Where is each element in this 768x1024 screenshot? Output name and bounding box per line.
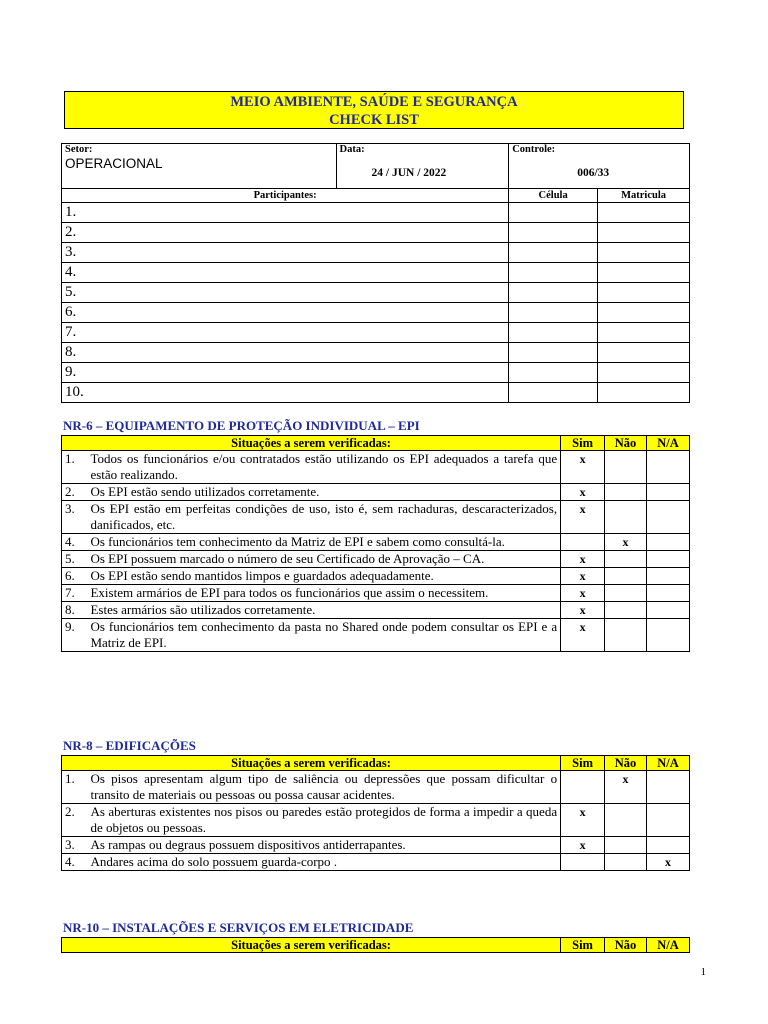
- section-title-nr10: NR-10 – INSTALAÇÕES E SERVIÇOS EM ELETRICIDADE: [63, 920, 414, 935]
- na-mark: [647, 804, 690, 837]
- situacoes-header: Situações a serem verificadas:: [62, 436, 561, 451]
- na-mark: [647, 568, 690, 585]
- nao-mark: [605, 619, 647, 652]
- checklist-row: [62, 501, 690, 534]
- sim-mark: x: [561, 501, 605, 534]
- nao-mark: x: [605, 771, 647, 804]
- checklist-row: [62, 602, 690, 619]
- celula-label: Célula: [509, 189, 598, 203]
- data-label: Data:: [339, 144, 365, 155]
- na-header: N/A: [647, 756, 690, 771]
- item-number: 3.: [62, 501, 87, 534]
- matricula-cell: [598, 363, 690, 383]
- document-title-box: [64, 91, 684, 129]
- celula-cell: [509, 243, 598, 263]
- sim-mark: x: [561, 804, 605, 837]
- na-mark: [647, 602, 690, 619]
- na-mark: [647, 551, 690, 568]
- nao-mark: x: [605, 534, 647, 551]
- celula-cell: [509, 203, 598, 223]
- celula-cell: [509, 343, 598, 363]
- checklist-table-nr8: [61, 755, 690, 871]
- checklist-header-row: [62, 756, 690, 771]
- checklist-row: [62, 771, 690, 804]
- participant-row: [62, 223, 690, 243]
- na-mark: [647, 771, 690, 804]
- nao-header: Não: [605, 436, 647, 451]
- item-text: Estes armários são utilizados corretamente.: [86, 602, 560, 619]
- na-mark: [647, 619, 690, 652]
- nao-mark: [605, 451, 647, 484]
- checklist-header-row: [62, 938, 690, 953]
- item-text: Todos os funcionários e/ou contratados estão utilizando os EPI adequados a tarefa que estão realizando.: [86, 451, 560, 484]
- page-number: 1: [700, 966, 706, 978]
- celula-cell: [509, 383, 598, 403]
- participant-entry: 4.: [62, 263, 509, 283]
- sim-mark: x: [561, 837, 605, 854]
- checklist-row: [62, 804, 690, 837]
- nao-mark: [605, 804, 647, 837]
- item-text: Os EPI estão sendo utilizados corretamente.: [86, 484, 560, 501]
- item-text: Os EPI possuem marcado o número de seu Certificado de Aprovação – CA.: [86, 551, 560, 568]
- celula-cell: [509, 283, 598, 303]
- participant-row: [62, 283, 690, 303]
- controle-value: 006/33: [577, 167, 610, 179]
- matricula-cell: [598, 283, 690, 303]
- matricula-cell: [598, 203, 690, 223]
- setor-value: OPERACIONAL: [65, 156, 163, 171]
- item-number: 9.: [62, 619, 87, 652]
- sim-mark: x: [561, 602, 605, 619]
- sim-mark: x: [561, 568, 605, 585]
- checklist-row: [62, 534, 690, 551]
- na-mark: [647, 837, 690, 854]
- participant-entry: 2.: [62, 223, 509, 243]
- checklist-row: [62, 568, 690, 585]
- item-text: As rampas ou degraus possuem dispositivos antiderrapantes.: [86, 837, 560, 854]
- nao-mark: [605, 854, 647, 871]
- participant-entry: 1.: [62, 203, 509, 223]
- situacoes-header: Situações a serem verificadas:: [62, 938, 561, 953]
- participant-row: [62, 303, 690, 323]
- nao-header: Não: [605, 938, 647, 953]
- checklist-row: [62, 619, 690, 652]
- participant-entry: 5.: [62, 283, 509, 303]
- matricula-cell: [598, 243, 690, 263]
- na-mark: [647, 501, 690, 534]
- item-text: Andares acima do solo possuem guarda-corpo .: [86, 854, 560, 871]
- item-number: 5.: [62, 551, 87, 568]
- setor-cell: [62, 144, 337, 189]
- item-text: Os pisos apresentam algum tipo de saliência ou depressões que possam dificultar o transito de materiais ou pessoas ou possa causar acidentes.: [86, 771, 560, 804]
- participant-row: [62, 243, 690, 263]
- checklist-row: [62, 551, 690, 568]
- na-mark: [647, 451, 690, 484]
- item-text: Os EPI estão sendo mantidos limpos e guardados adequadamente.: [86, 568, 560, 585]
- sim-mark: x: [561, 551, 605, 568]
- sim-mark: [561, 534, 605, 551]
- na-header: N/A: [647, 938, 690, 953]
- celula-cell: [509, 223, 598, 243]
- sim-mark: x: [561, 451, 605, 484]
- participant-entry: 3.: [62, 243, 509, 263]
- item-text: Os funcionários tem conhecimento da Matriz de EPI e sabem como consultá-la.: [86, 534, 560, 551]
- celula-cell: [509, 263, 598, 283]
- item-number: 4.: [62, 534, 87, 551]
- data-cell: [336, 144, 509, 189]
- item-number: 8.: [62, 602, 87, 619]
- nao-mark: [605, 551, 647, 568]
- item-number: 1.: [62, 451, 87, 484]
- sim-header: Sim: [561, 756, 605, 771]
- item-text: Os EPI estão em perfeitas condições de uso, isto é, sem rachaduras, descaracterizados, danificados, etc.: [86, 501, 560, 534]
- nao-mark: [605, 484, 647, 501]
- title-line-1: MEIO AMBIENTE, SAÚDE E SEGURANÇA: [230, 94, 518, 110]
- item-text: As aberturas existentes nos pisos ou paredes estão protegidos de forma a impedir a queda de objetos ou pessoas.: [86, 804, 560, 837]
- item-number: 6.: [62, 568, 87, 585]
- situacoes-header: Situações a serem verificadas:: [62, 756, 561, 771]
- participant-row: [62, 363, 690, 383]
- na-mark: [647, 534, 690, 551]
- header-table: [61, 143, 690, 403]
- controle-label: Controle:: [512, 144, 556, 155]
- checklist-row: [62, 585, 690, 602]
- item-number: 3.: [62, 837, 87, 854]
- matricula-cell: [598, 343, 690, 363]
- na-mark: [647, 484, 690, 501]
- item-text: Existem armários de EPI para todos os funcionários que assim o necessitem.: [86, 585, 560, 602]
- sim-mark: x: [561, 585, 605, 602]
- setor-label: Setor:: [65, 144, 93, 155]
- celula-cell: [509, 323, 598, 343]
- celula-cell: [509, 363, 598, 383]
- checklist-row: [62, 451, 690, 484]
- title-line-2: CHECK LIST: [329, 112, 419, 128]
- participant-entry: 6.: [62, 303, 509, 323]
- nao-mark: [605, 585, 647, 602]
- section-title-nr6: NR-6 – EQUIPAMENTO DE PROTEÇÃO INDIVIDUAL – EPI: [63, 418, 420, 433]
- matricula-cell: [598, 263, 690, 283]
- participant-row: [62, 203, 690, 223]
- na-mark: [647, 585, 690, 602]
- data-value: 24 / JUN / 2022: [371, 167, 447, 179]
- participant-row: [62, 383, 690, 403]
- participant-entry: 8.: [62, 343, 509, 363]
- sim-mark: x: [561, 484, 605, 501]
- section-title-nr8: NR-8 – EDIFICAÇÕES: [63, 738, 196, 753]
- nao-mark: [605, 837, 647, 854]
- matricula-label: Matricula: [598, 189, 690, 203]
- item-number: 4.: [62, 854, 87, 871]
- matricula-cell: [598, 223, 690, 243]
- na-mark: x: [647, 854, 690, 871]
- sim-mark: [561, 854, 605, 871]
- nao-mark: [605, 568, 647, 585]
- celula-cell: [509, 303, 598, 323]
- sim-mark: [561, 771, 605, 804]
- checklist-table-nr10: [61, 937, 690, 953]
- item-text: Os funcionários tem conhecimento da pasta no Shared onde podem consultar os EPI e a Matriz de EPI.: [86, 619, 560, 652]
- participantes-label: Participantes:: [62, 189, 509, 203]
- checklist-row: [62, 484, 690, 501]
- item-number: 7.: [62, 585, 87, 602]
- header-info-row: [62, 144, 690, 189]
- participant-row: [62, 343, 690, 363]
- sim-header: Sim: [561, 938, 605, 953]
- checklist-row: [62, 854, 690, 871]
- matricula-cell: [598, 383, 690, 403]
- sim-header: Sim: [561, 436, 605, 451]
- nao-mark: [605, 501, 647, 534]
- participant-row: [62, 263, 690, 283]
- checklist-table-nr6: [61, 435, 690, 652]
- participant-entry: 7.: [62, 323, 509, 343]
- checklist-row: [62, 837, 690, 854]
- checklist-header-row: [62, 436, 690, 451]
- participant-entry: 10.: [62, 383, 509, 403]
- participant-row: [62, 323, 690, 343]
- sim-mark: x: [561, 619, 605, 652]
- participant-entry: 9.: [62, 363, 509, 383]
- item-number: 2.: [62, 484, 87, 501]
- item-number: 1.: [62, 771, 87, 804]
- matricula-cell: [598, 323, 690, 343]
- matricula-cell: [598, 303, 690, 323]
- participants-header-row: [62, 189, 690, 203]
- nao-header: Não: [605, 756, 647, 771]
- controle-cell: [509, 144, 690, 189]
- item-number: 2.: [62, 804, 87, 837]
- na-header: N/A: [647, 436, 690, 451]
- nao-mark: [605, 602, 647, 619]
